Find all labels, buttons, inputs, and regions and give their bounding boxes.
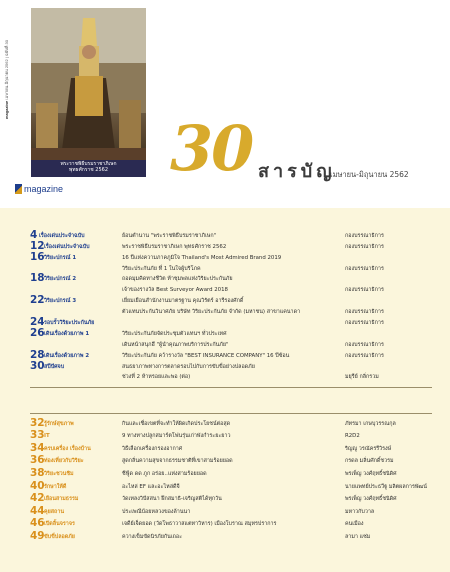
toc-author: พรเพ็ญ วงศ์ฤทธิ์ชนิดิศ [345,496,397,503]
toc-row[interactable] [30,295,432,306]
toc-page-number: 38 [30,466,45,479]
toc-row[interactable] [30,454,432,467]
spine-issue: เมษายน-มิถุนายน 2562 | ฉบับที่ 30 [4,40,9,100]
toc-row[interactable] [30,479,432,492]
toc-row[interactable] [30,339,432,350]
page-title: สารบัญ [258,161,336,182]
toc-section: สปีปัศจบ [44,363,65,370]
spine-brand: magazine [4,100,9,120]
toc-section: ครบเครื่อง เรื่องบ้าน [44,445,91,452]
toc-description: ย้อนตำนาน "พระราชพิธีบรมราชาภิเษก" [122,232,217,239]
toc-description: อะไหล่ EF และอะไหล่ดีจี [122,483,180,490]
toc-section: ท่องเที่ยวกับวิริยะ [44,458,84,465]
toc-section: เดินเรื่องด้วยภาพ 2 [44,352,90,359]
toc-description: ถอดมุมคิดทางชีวิต ท้าชุมพลแห่งวิริยะประกันภัย [122,276,233,283]
issue-number: 30 [170,112,253,185]
toc-description: เจดีย์เจ็ดยอด (วัดโพธาวาสแตทาวิหาร) เมืองโบราณ สมุทรปราการ [122,521,277,528]
toc-description: สนธยาภาพทางการตลาดรอบไปกับการขับขี่อย่างปลอดภัย [122,363,255,370]
toc-description: 9 ทางทางปลูกสมาร์ตโฟนรุ่นเก่าพังกำระยะยาว [122,433,231,440]
toc-section: วิริยะชวนชิม [44,470,74,477]
toc-page-number: 22 [30,294,45,307]
toc-description: เจ้าของรางวัล Best Surveyor Award 2018 [122,287,228,294]
toc-description: วิริยะประกันภัยจัดประชุมตัวแทนฯ ทั่วประเทศ [122,330,227,337]
toc-row[interactable] [30,416,432,429]
toc-main [30,230,432,382]
toc-row[interactable] [30,241,432,252]
toc-extra [30,416,432,542]
toc-description: วิธีเลือกเครื่องกรองอากาศ [122,445,183,452]
toc-row[interactable] [30,361,432,372]
toc-row[interactable] [30,306,432,317]
toc-author: กองบรรณาธิการ [345,341,384,348]
toc-description: สูดกลิ่นความสุขจากธรรมชาติที่เขาสามร้อยยอด [122,458,233,465]
toc-page-number: 12 [30,239,45,252]
toc-section: รักษาให้ดี [44,483,67,490]
toc-author: กองบรรณาธิการ [345,320,384,327]
toc-description: เดินหน้าสนุกฮึ "ผู้นำคุณภาพบริการประกันภัย" [122,341,229,348]
toc-section: วิริยะปกรณ์ 1 [44,254,77,261]
issue-date: เมษายน-มิถุนายน 2562 [330,170,409,179]
toc-page-number: 26 [30,326,45,339]
toc-row[interactable] [30,504,432,517]
toc-row[interactable] [30,466,432,479]
logo-text: magazine [24,184,64,194]
toc-description: กินและเชื่อเขตที่จะทำให้ผิดเกิดประโยชน์ต่อสุด [122,420,231,427]
divider [30,387,432,388]
toc-row[interactable] [30,274,432,285]
toc-row[interactable] [30,317,432,328]
toc-row[interactable] [30,517,432,530]
toc-section: เรื่องเด่นประจำฉบับ [44,243,90,250]
toc-page-number: 4 [30,228,38,241]
cover-caption [31,161,146,173]
toc-description: ชีฟู้ด ดด ภูก อร่อย..แห่งสามร้อยยอด [122,470,207,477]
toc-row[interactable] [30,284,432,295]
divider [30,413,432,414]
toc-row[interactable] [30,252,432,263]
toc-section: เปิดลิ้นจราจร [44,521,75,528]
toc-section: เยือนสามธรรม [44,496,79,503]
cover-photo [31,8,146,160]
toc-page-number: 16 [30,250,45,263]
toc-description: เยี่ยมเยือนสำนักงานมาตรฐาน คุณวิรัตร์ อารีรองศักดิ์ [122,298,244,305]
toc-section: เดินเรื่องด้วยภาพ 1 [44,330,90,337]
toc-author: กองบรรณาธิการ [345,309,384,316]
toc-row[interactable] [30,529,432,542]
toc-row[interactable] [30,350,432,361]
toc-author: มยุรีย์ กลิ่กรวม [345,374,379,381]
toc-page-number: 49 [30,529,45,542]
toc-page-number: 28 [30,348,45,361]
toc-section: เรื่องเด่นประจำฉบับ [39,232,85,239]
toc-section: วิริยะปกรณ์ 2 [44,276,77,283]
toc-author: คนเมือง [345,521,364,528]
toc-section: ขับขี่ปลอดภัย [44,533,75,540]
toc-row[interactable] [30,429,432,442]
toc-description: วิริยะประกันภัย คว้ารางวัล "BEST INSURANCE COMPANY" 16 ปีซ้อน [122,352,290,359]
toc-author: ภัทรมา เกษบุวรรณกุล [345,420,396,427]
toc-page-number: 46 [30,517,45,530]
toc-description: ช่วงที่ 2 ห้าหรอยและพอ (ต่อ) [122,374,191,381]
toc-author: กองบรรณาธิการ [345,287,384,294]
toc-description: ตัวแทนประกันวินาศภัย บริษัท วิริยะประกันภัย จำกัด (มหาชน) สาขาแคนาดา [122,309,301,316]
toc-page-number: 18 [30,272,45,285]
cover-photo-illustration [31,8,146,160]
toc-page-number: 32 [30,416,45,429]
toc-author: มหาวกับวาล [345,508,375,515]
toc-author: กองบรรณาธิการ [345,265,384,272]
toc-description: ควางเข็มขัดนิรภัยกันเถอะ [122,533,183,540]
toc-page-number: 42 [30,492,45,505]
toc-row[interactable] [30,441,432,454]
toc-page-number: 34 [30,441,45,454]
magazine-logo [15,180,85,198]
toc-row[interactable] [30,492,432,505]
toc-page-number: 33 [30,429,45,442]
toc-description: ประเพณีบ้อยหลวงของล้านนา [122,508,191,515]
toc-page-number: 30 [30,359,45,372]
toc-author: พรเพ็ญ วงศ์ฤทธิ์ชนิดิศ [345,470,397,477]
toc-page-number: 40 [30,479,45,492]
toc-description: 16 ปีแห่งความภาคภูมิใจ Thailand's Most Admired Brand 2019 [122,254,282,261]
spine [0,0,15,208]
toc-author: กองบรรณาธิการ [345,352,384,359]
toc-page-number: 24 [30,316,45,329]
toc-description: พระราชพิธีบรมราชาภิเษก พุทธศักราช 2562 [122,243,227,250]
toc-section: รอบรั้ววิริยะประกันภัย [44,320,95,327]
cover-caption-line1: พระราชพิธีบรมราชาภิเษก [60,161,117,167]
spine-text [3,40,13,119]
toc-row[interactable] [30,372,432,383]
toc-row[interactable] [30,263,432,274]
toc-row[interactable] [30,328,432,339]
toc-section: คุยสถาน [44,508,65,515]
toc-author: R2D2 [345,433,360,440]
toc-author: กรดล มลิ่นศักดิ์ชวรม [345,458,394,465]
toc-description: วิริยะประกันภัย ที่ 1 ในใจผู้บริโภค [122,265,201,272]
toc-author: กองบรรณาธิการ [345,232,384,239]
toc-author: กองบรรณาธิการ [345,243,384,250]
toc-section: IT [44,433,50,440]
cover-caption-line2: พุทธศักราช 2562 [68,167,109,173]
toc-page-number: 44 [30,504,45,517]
toc-author: ลามา แซ่ม [345,533,371,540]
toc-section: วิริยะปกรณ์ 3 [44,298,77,305]
toc-section: รู้รักษ์สุขภาพ [44,420,74,427]
toc-author: ริญญู วรณัครรีวิรงษ์ [345,445,392,452]
toc-description: วัดเทลงวิปัสสนา ฝึกสมาธิ-เจริญสติได้ทุกวัน [122,496,222,503]
logo-icon [15,184,22,194]
toc-author: นายแพทย์ประธวีฐู มลิตผลการพัฒน์ [345,483,427,490]
toc-row[interactable] [30,230,432,241]
toc-page-number: 36 [30,454,45,467]
